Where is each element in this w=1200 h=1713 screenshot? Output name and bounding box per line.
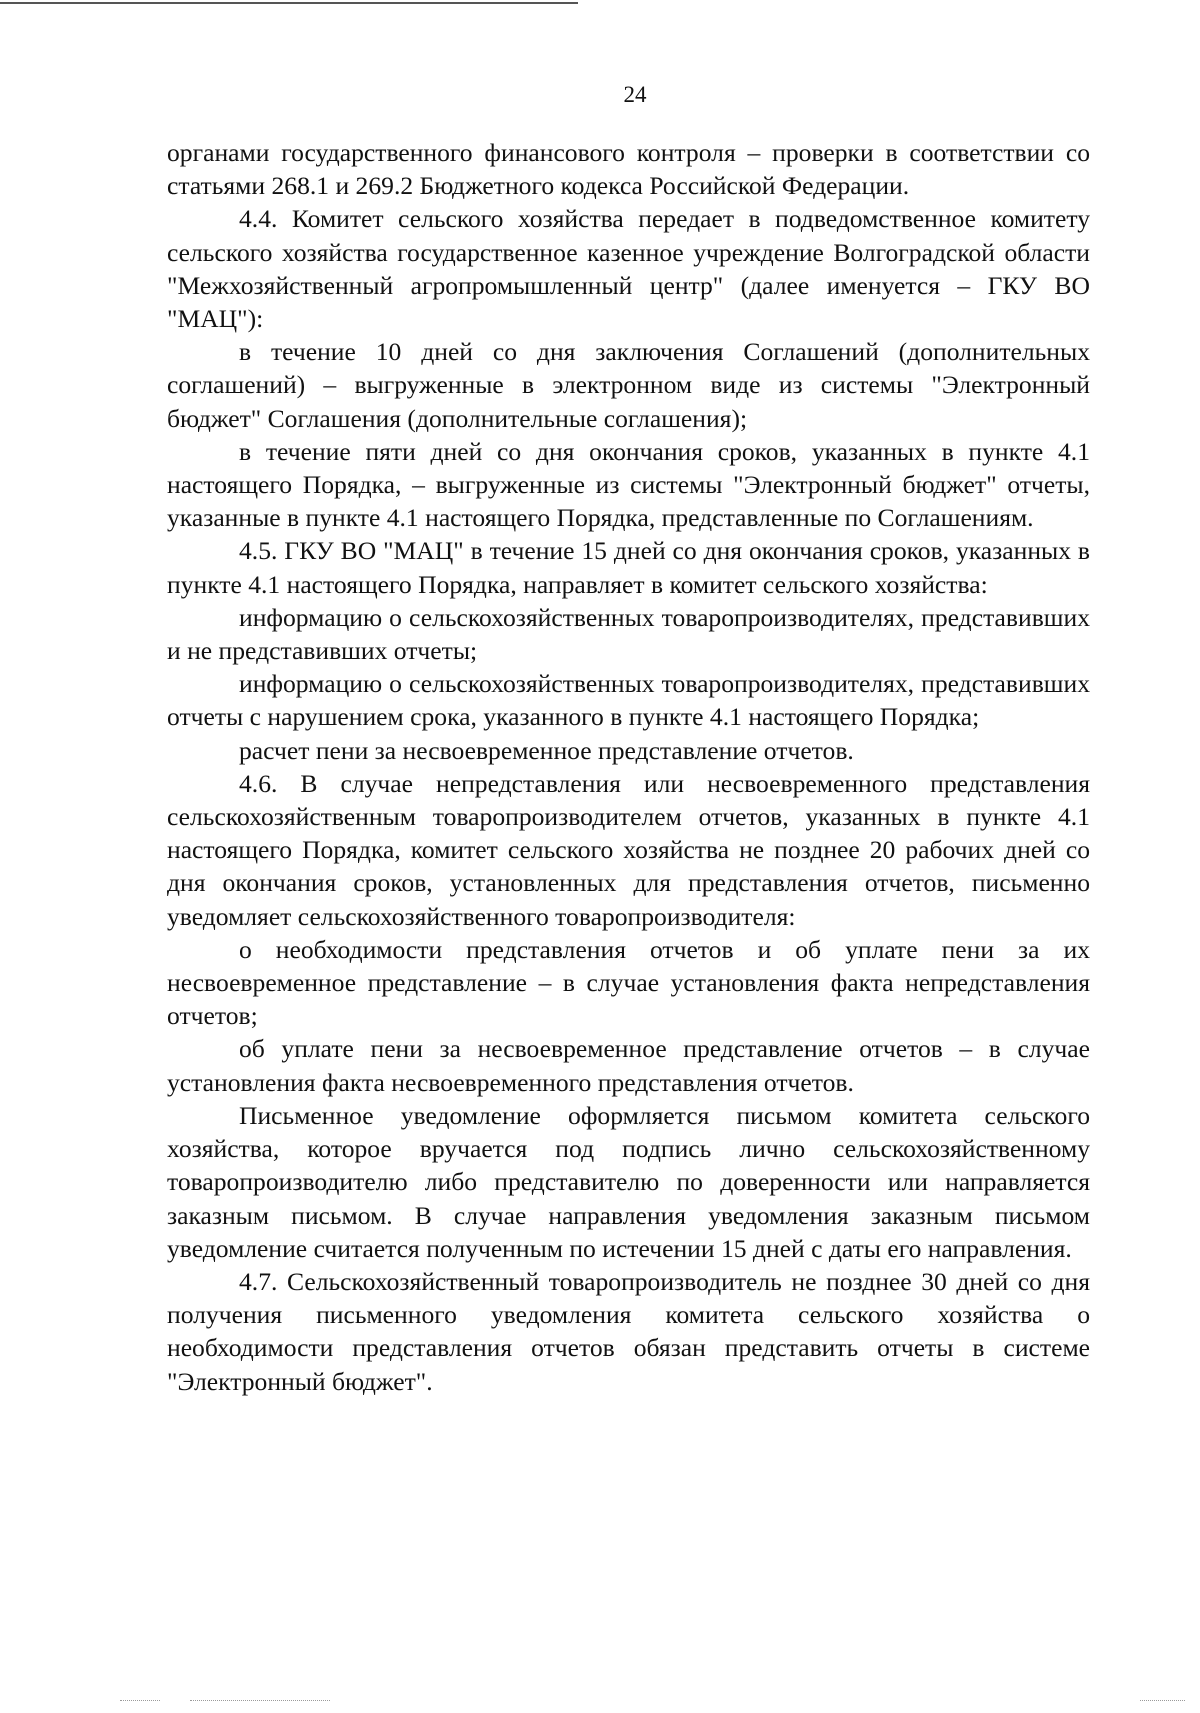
paragraph-4-4-item-reports: в течение пяти дней со дня окончания сроков, указанных в пункте 4.1 настоящего Порядка, – выгруженные из системы "Электронный бюджет" отчеты, указанные в пункте 4.1 настоящего Порядка, представленные по Соглашениям. xyxy=(167,436,1090,533)
paragraph-written-notice: Письменное уведомление оформляется письмом комитета сельского хозяйства, которое вручается под подпись лично сельскохозяйственному товаропроизводителю либо представителю по доверенности или направляется заказным письмом. В случае направления уведомления заказным письмом уведомление считается полученным по истечении 15 дней с даты его направления. xyxy=(167,1100,1090,1263)
paragraph-4-5: 4.5. ГКУ ВО "МАЦ" в течение 15 дней со дня окончания сроков, указанных в пункте 4.1 настоящего Порядка, направляет в комитет сельского хозяйства: xyxy=(167,536,1090,599)
scan-bottom-marks xyxy=(0,1700,1200,1708)
paragraph-4-7: 4.7. Сельскохозяйственный товаропроизводитель не позднее 30 дней со дня получения письменного уведомления комитета сельского хозяйства о необходимости представления отчетов обязан представить отчеты в системе "Электронный бюджет". xyxy=(167,1266,1090,1396)
page-number: 24 xyxy=(623,82,647,107)
paragraph-4-4-item-agreements: в течение 10 дней со дня заключения Соглашений (дополнительных соглашений) – выгруженные в электронном виде из системы "Электронный бюджет" Соглашения (дополнительные соглашения); xyxy=(167,337,1090,433)
scan-top-edge-line xyxy=(0,2,578,4)
paragraph-4-6-item-penalty: об уплате пени за несвоевременное представление отчетов – в случае установления факта несвоевременного представления отчетов. xyxy=(167,1034,1090,1097)
paragraph-continuation: органами государственного финансового контроля – проверки в соответствии со статьями 268.1 и 269.2 Бюджетного кодекса Российской Федерации. xyxy=(167,138,1090,201)
paragraph-4-5-item-late: информацию о сельскохозяйственных товаропроизводителях, представивших отчеты с нарушением срока, указанного в пункте 4.1 настоящего Порядка; xyxy=(167,669,1090,732)
paragraph-4-4: 4.4. Комитет сельского хозяйства передает в подведомственное комитету сельского хозяйства государственное казенное учреждение Волгоградской области "Межхозяйственный агропромышленный центр" (далее именуется – ГКУ ВО "МАЦ"): xyxy=(167,204,1090,334)
scan-mark xyxy=(120,1700,160,1701)
document-body xyxy=(167,136,1090,1398)
scan-mark xyxy=(1140,1700,1185,1701)
paragraph-4-6: 4.6. В случае непредставления или несвоевременного представления сельскохозяйственным товаропроизводителем отчетов, указанных в пункте 4.1 настоящего Порядка, комитет сельского хозяйства не позднее 20 рабочих дней со дня окончания сроков, установленных для представления отчетов, письменно уведомляет сельскохозяйственного товаропроизводителя: xyxy=(167,768,1090,931)
paragraph-4-5-item-penalty: расчет пени за несвоевременное представление отчетов. xyxy=(239,735,854,765)
paragraph-4-5-item-submitted: информацию о сельскохозяйственных товаропроизводителях, представивших и не представивших отчеты; xyxy=(167,602,1090,666)
paragraph-4-6-item-necessity: о необходимости представления отчетов и об уплате пени за их несвоевременное представление – в случае установления факта непредставления отчетов; xyxy=(167,934,1090,1031)
scan-mark xyxy=(190,1700,330,1701)
